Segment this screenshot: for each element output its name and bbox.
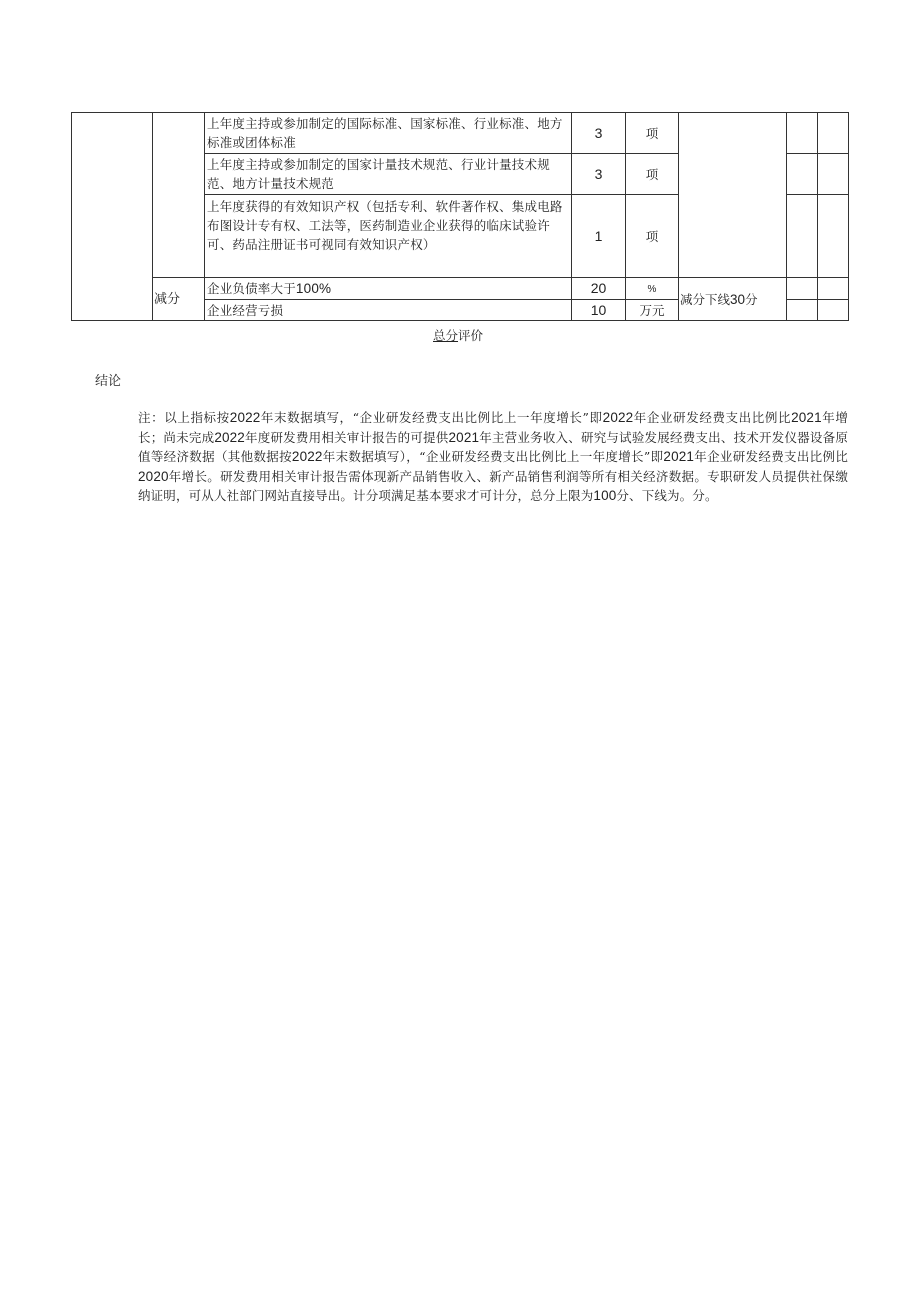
score-cell — [818, 154, 849, 195]
indicator-description: 上年度主持或参加制定的国家计量技术规范、行业计量技术规范、地方计量技术规范 — [205, 154, 572, 195]
indicator-unit: 项 — [626, 154, 679, 195]
note-text: 年增长；尚未完成 — [138, 410, 848, 445]
indicator-description: 上年度主持或参加制定的国际标准、国家标准、行业标准、地方标准或团体标准 — [205, 113, 572, 154]
indicator-unit: 项 — [626, 113, 679, 154]
score-cell — [787, 278, 818, 300]
total-score-label: 总分 — [433, 328, 459, 343]
note-text: 年末数据填写，“企业研发经费支出比例比上一年度增长”即 — [260, 410, 603, 425]
score-cell — [787, 113, 818, 154]
conclusion-label: 结论 — [95, 374, 122, 389]
score-cell — [787, 154, 818, 195]
note-year: 2022 — [291, 449, 323, 464]
score-cell — [818, 300, 849, 321]
note-year: 2021 — [448, 429, 480, 445]
note-text: 年企业研发经费支出比例比 — [633, 410, 792, 425]
evaluation-label: 评价 — [458, 328, 484, 343]
indicator-description: 上年度获得的有效知识产权（包括专利、软件著作权、集成电路布图设计专有权、工法等，医药制造业企业获得的临床试验许可、药品注册证书可视同有效知识产权） — [205, 195, 572, 278]
deduction-value: 10 — [572, 300, 626, 321]
score-cell — [787, 300, 818, 321]
score-cell — [818, 113, 849, 154]
indicator-value: 3 — [572, 154, 626, 195]
subcategory-cell-blank — [153, 113, 205, 278]
note-year: 2022 — [229, 410, 261, 425]
indicator-value: 1 — [572, 195, 626, 278]
deduction-unit — [626, 278, 679, 300]
score-cell — [787, 195, 818, 278]
percent-unit: % — [647, 284, 657, 295]
score-cell — [818, 195, 849, 278]
deduction-unit: 万元 — [626, 300, 679, 321]
note-text: 年企业研发经费支出比例比 — [694, 449, 848, 464]
note-year: 2021 — [791, 410, 822, 425]
deduction-limit — [679, 278, 787, 321]
debt-ratio-description — [205, 278, 572, 300]
note-year: 2021 — [663, 449, 695, 464]
note-text: 年度研发费用相关审计报告的可提供 — [244, 429, 449, 445]
note-text: 分、下线为。分。 — [616, 488, 718, 503]
deduction-limit-value: 30 — [730, 291, 746, 307]
debt-ratio-threshold: 100% — [295, 281, 332, 296]
total-score-evaluation — [433, 326, 483, 344]
table-row — [72, 113, 849, 154]
note-text: 年主营业务收入、研究与试验发展经费支出、技术开发仪器设备原值等经济数据（其他数据按 — [138, 429, 848, 464]
note-text: 注：以上指标按 — [138, 410, 230, 425]
indicator-value: 3 — [572, 113, 626, 154]
deduction-category: 减分 — [153, 278, 205, 321]
deduction-limit-prefix: 减分下线 — [680, 291, 731, 307]
category-cell-blank — [72, 113, 153, 321]
note-year: 2022 — [214, 429, 245, 445]
table-row — [72, 278, 849, 300]
note-year: 2020 — [138, 468, 169, 484]
indicator-unit: 项 — [626, 195, 679, 278]
note-score-cap: 100 — [593, 488, 617, 503]
deduction-limit-suffix: 分 — [745, 291, 758, 307]
score-cell — [818, 278, 849, 300]
debt-ratio-label: 企业负债率大于 — [207, 281, 296, 296]
note-year: 2022 — [602, 410, 634, 425]
deduction-value: 20 — [572, 278, 626, 300]
note-text: 年末数据填写），“企业研发经费支出比例比上一年度增长”即 — [322, 449, 664, 464]
limit-cell-blank — [679, 113, 787, 278]
footnote — [138, 408, 848, 506]
note-text: 年增长。研发费用相关审计报告需体现新产品销售收入、新产品销售利润等所有相关经济数据。专职研发人员提供社保缴纳证明，可从人社部门网站直接导出。计分项满足基本要求才可计分，总分上限为 — [138, 468, 848, 503]
loss-description: 企业经营亏损 — [205, 300, 572, 321]
scoring-table — [71, 112, 849, 321]
